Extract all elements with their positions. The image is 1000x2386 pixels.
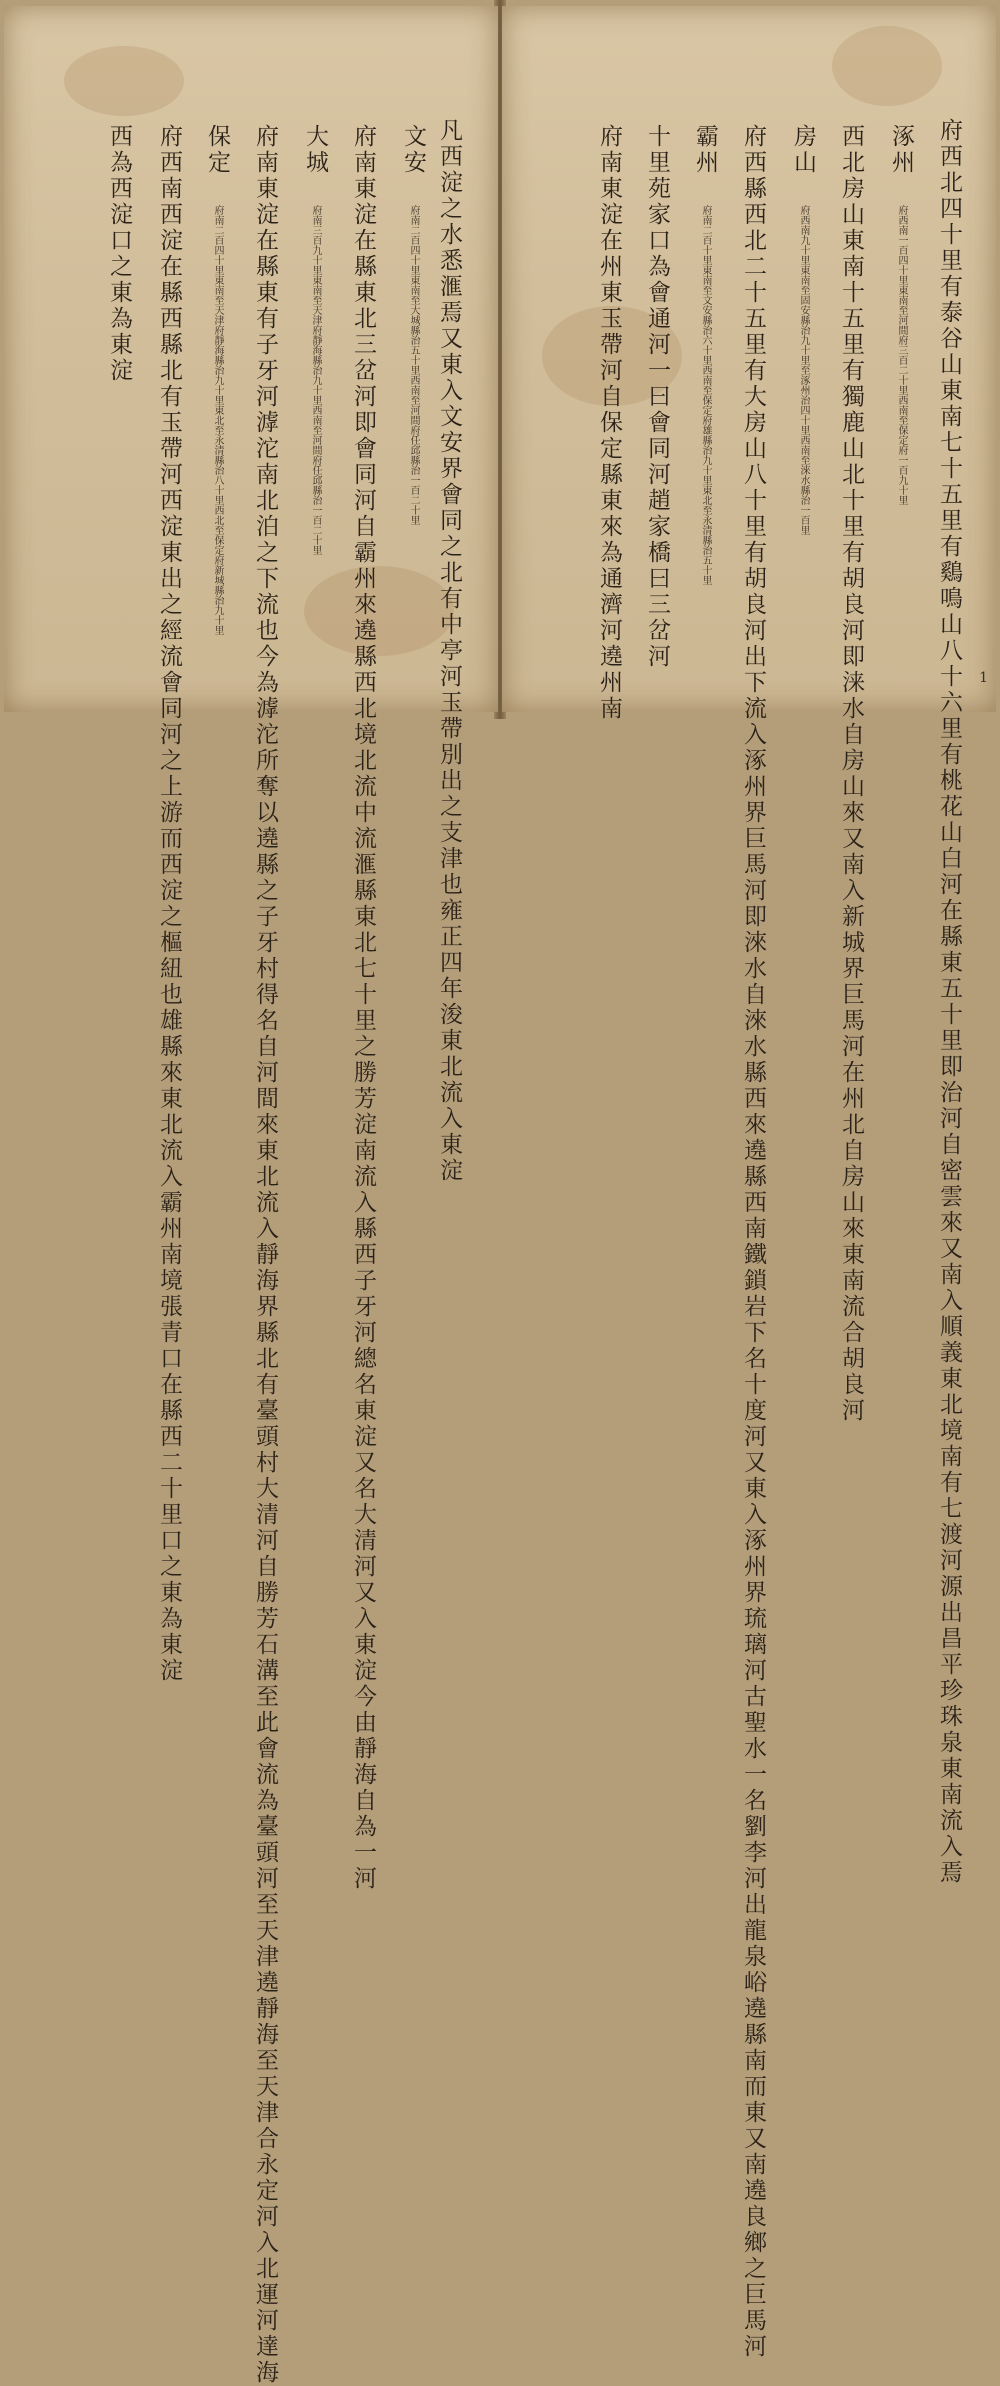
- text-column: 十里苑家口為會通河一曰會同河趙家橋曰三岔河: [644, 124, 670, 670]
- page-number: 1: [979, 670, 988, 686]
- text-column: 府南東淀在縣東有子牙河滹沱南北泊之下流也今為滹沱所奪以遶縣之子牙村得名自河間來東北流入靜海界縣北有臺頭村大清河自勝芳石溝至此會流為臺頭河至天津遶靜海至天津合永定河入北運河達海: [252, 124, 278, 2386]
- text-column: 凡西淀之水悉滙焉又東入文安界會同之北有中亭河玉帶別出之支津也雍正四年浚東北流入東淀: [436, 118, 462, 1184]
- left-page: [4, 6, 498, 2386]
- annotation-note: 府西南九十里東南至固安縣治九十里至涿州治四十里西南至淶水縣治一百里: [798, 205, 809, 535]
- annotation-note: 府南二百十里東南至文安縣治六十里西南至保定府雄縣治九十里東北至永清縣治五十里: [700, 205, 711, 585]
- text-column: 大城 府南三百九十里東南至天津府靜海縣治九十里西南至河間府任邱縣治一百二十里: [302, 124, 328, 555]
- text-column: 府南東淀在縣東北三岔河即會同河自霸州來遶縣西北境北流中流滙縣東北七十里之勝芳淀南流入縣西子牙河總名東淀又名大清河又入東淀今由靜海自為一河: [350, 124, 376, 1892]
- annotation-note: 府西南一百四十里東南至河間府三百二十里西南至保定府一百九十里: [896, 205, 907, 505]
- text-column: 霸州 府南二百十里東南至文安縣治六十里西南至保定府雄縣治九十里東北至永清縣治五十里: [692, 124, 718, 585]
- text-column: 文安 府南二百四十里東南至大城縣治五十里西南至河間府任邱縣治一百二十里: [400, 124, 426, 525]
- text-column: 涿州 府西南一百四十里東南至河間府三百二十里西南至保定府一百九十里: [888, 124, 914, 505]
- paper-stain: [304, 566, 454, 656]
- text-column: 保定 府南二百四十里東南至天津府靜海縣治九十里東北至永清縣治八十里西北至保定府新城縣治九十里: [204, 124, 230, 635]
- text-column: 西北房山東南十五里有獨鹿山北十里有胡良河即涞水自房山來又南入新城界巨馬河在州北自房山來東南流合胡良河: [838, 124, 864, 1424]
- annotation-note: 府南三百九十里東南至天津府靜海縣治九十里西南至河間府任邱縣治一百二十里: [310, 205, 321, 555]
- text-column: 府南東淀在州東玉帶河自保定縣東來為通濟河遶州南: [596, 124, 622, 722]
- text-column: 房山 府西南九十里東南至固安縣治九十里至涿州治四十里西南至淶水縣治一百里: [790, 124, 816, 535]
- paper-stain: [832, 26, 942, 106]
- annotation-note: 府南二百四十里東南至天津府靜海縣治九十里東北至永清縣治八十里西北至保定府新城縣治九十里: [212, 205, 223, 635]
- paper-stain: [64, 46, 184, 116]
- text-column: 府西縣西北二十五里有大房山八十里有胡良河出下流入涿州界巨馬河即淶水自淶水縣西來遶縣西南鐵鎖岩下名十度河又東入涿州界琉璃河古聖水一名劉李河出龍泉峪遶縣南而東又南遶良鄉之巨馬河: [740, 124, 766, 2360]
- text-column: 府西南西淀在縣西縣北有玉帶河西淀東出之經流會同河之上游而西淀之樞紐也雄縣來東北流入霸州南境張青口在縣西二十里口之東為東淀: [156, 124, 182, 1684]
- text-column: 府西北四十里有泰谷山東南七十五里有鷄鳴山八十六里有桃花山白河在縣東五十里即治河自密雲來又南入順義東北境南有七渡河源出昌平珍珠泉東南流入焉: [936, 118, 962, 1886]
- right-page: [502, 6, 996, 2360]
- text-column: 西為西淀口之東為東淀: [106, 124, 132, 384]
- annotation-note: 府南二百四十里東南至大城縣治五十里西南至河間府任邱縣治一百二十里: [408, 205, 419, 525]
